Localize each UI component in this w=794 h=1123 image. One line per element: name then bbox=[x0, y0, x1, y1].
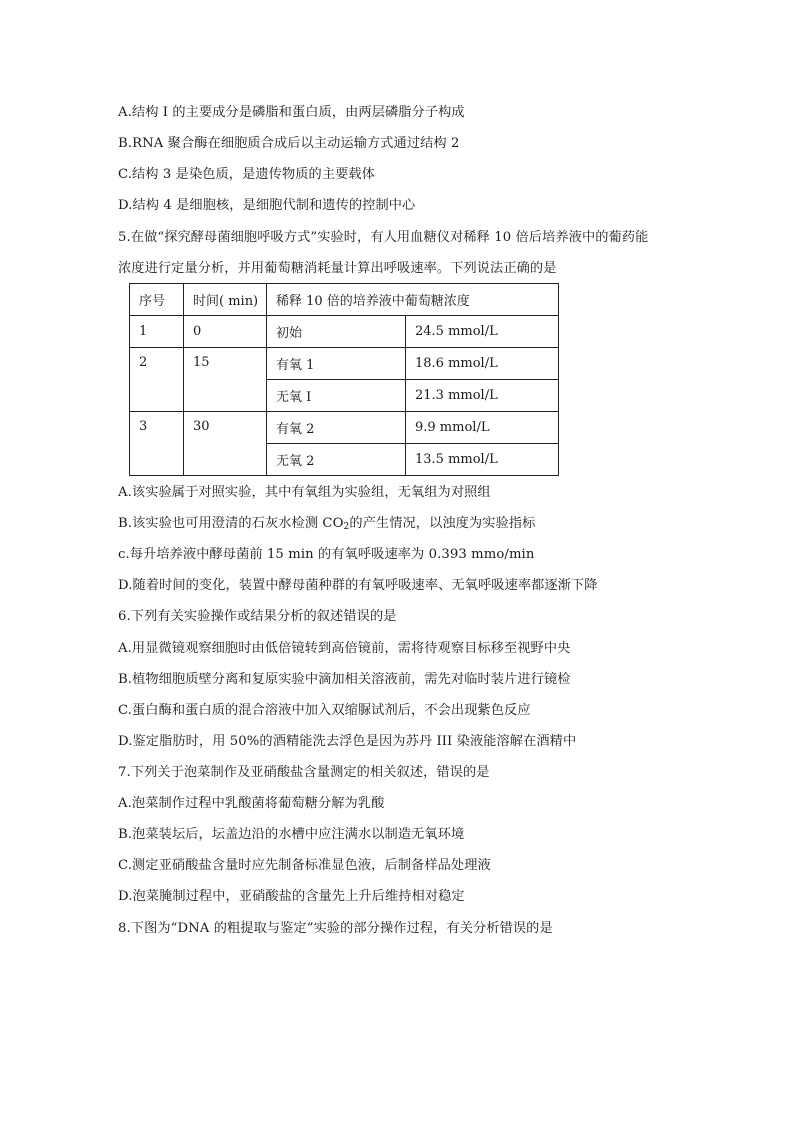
q5-stem-line2: 浓度进行定量分析，并用葡萄糖消耗量计算出呼吸速率。下列说法正确的是 bbox=[118, 261, 557, 276]
cell-condition: 有氧 1 bbox=[267, 348, 406, 380]
table-row bbox=[130, 412, 559, 444]
q5-option-a: A.该实验属于对照实验，其中有氧组为实验组，无氧组为对照组 bbox=[118, 485, 491, 500]
q5-option-d: D.随着时间的变化，装置中酵母菌种群的有氧呼吸速率、无氧呼吸速率都逐渐下降 bbox=[118, 578, 598, 593]
table-header-row bbox=[130, 284, 559, 316]
q5-stem-line1: 5.在做“探究酵母菌细胞呼吸方式”实验时，有人用血糖仪对稀释 10 倍后培养液中的葡药能 bbox=[118, 230, 649, 245]
table-row bbox=[130, 316, 559, 348]
q4-option-b: B.RNA 聚合酶在细胞质合成后以主动运输方式通过结构 2 bbox=[118, 136, 460, 151]
q6-option-b: B.植物细胞质壁分离和复原实验中滴加相关溶液前，需先对临时装片进行镜检 bbox=[118, 672, 571, 687]
cell-time: 30 bbox=[184, 412, 267, 476]
cell-no: 1 bbox=[130, 316, 184, 348]
q6-option-a: A.用显微镜观察细胞时由低倍镜转到高倍镜前，需将待观察目标移至视野中央 bbox=[118, 641, 571, 656]
q5-option-b bbox=[118, 515, 535, 533]
cell-no: 2 bbox=[130, 348, 184, 412]
cell-no: 3 bbox=[130, 412, 184, 476]
q6-option-d: D.鉴定脂肪时，用 50%的酒精能洗去浮色是因为苏丹 III 染液能溶解在酒精中 bbox=[118, 734, 577, 749]
cell-concentration: 18.6 mmol/L bbox=[406, 348, 559, 380]
q4-option-d: D.结构 4 是细胞核，是细胞代制和遗传的控制中心 bbox=[118, 198, 416, 213]
q6-option-c: C.蛋白酶和蛋白质的混合溶液中加入双缩脲试剂后，不会出现紫色反应 bbox=[118, 703, 531, 718]
cell-concentration: 24.5 mmol/L bbox=[406, 316, 559, 348]
cell-concentration: 21.3 mmol/L bbox=[406, 380, 559, 412]
cell-concentration: 13.5 mmol/L bbox=[406, 444, 559, 476]
q7-option-a: A.泡菜制作过程中乳酸菌将葡萄糖分解为乳酸 bbox=[118, 796, 385, 811]
q4-option-a: A.结构 I 的主要成分是磷脂和蛋白质，由两层磷脂分子构成 bbox=[118, 105, 465, 120]
header-time: 时间( min) bbox=[184, 284, 267, 316]
cell-concentration: 9.9 mmol/L bbox=[406, 412, 559, 444]
cell-time: 15 bbox=[184, 348, 267, 412]
q7-option-d: D.泡菜腌制过程中，亚硝酸盐的含量先上升后维持相对稳定 bbox=[118, 889, 465, 904]
cell-condition: 初始 bbox=[267, 316, 406, 348]
q8-stem: 8.下图为“DNA 的粗提取与鉴定”实验的部分操作过程，有关分析错误的是 bbox=[118, 921, 553, 936]
table-row bbox=[130, 348, 559, 380]
co2-subscript: 2 bbox=[343, 522, 350, 532]
cell-condition: 无氧 2 bbox=[267, 444, 406, 476]
q4-option-c: C.结构 3 是染色质，是遗传物质的主要载体 bbox=[118, 167, 375, 182]
q5-option-b-post: 的产生情况，以浊度为实验指标 bbox=[349, 516, 536, 531]
q7-option-c: C.测定亚硝酸盐含量时应先制备标准显色液，后制备样品处理液 bbox=[118, 858, 491, 873]
q5-option-b-pre: B.该实验也可用澄清的石灰水检测 CO bbox=[118, 516, 344, 531]
cell-condition: 有氧 2 bbox=[267, 412, 406, 444]
q6-stem: 6.下列有关实验操作或结果分析的叙述错误的是 bbox=[118, 609, 397, 624]
cell-condition: 无氧 I bbox=[267, 380, 406, 412]
q7-stem: 7.下列关于泡菜制作及亚硝酸盐含量测定的相关叙述，错误的是 bbox=[118, 765, 490, 780]
glucose-table bbox=[129, 283, 559, 476]
q5-option-c: c.每升培养液中酵母菌前 15 min 的有氧呼吸速率为 0.393 mmo/min bbox=[118, 547, 535, 562]
header-concentration: 稀释 10 倍的培养液中葡萄糖浓度 bbox=[267, 284, 559, 316]
cell-time: 0 bbox=[184, 316, 267, 348]
q7-option-b: B.泡菜装坛后，坛盖边沿的水槽中应注满水以制造无氧环境 bbox=[118, 827, 465, 842]
header-no: 序号 bbox=[130, 284, 184, 316]
